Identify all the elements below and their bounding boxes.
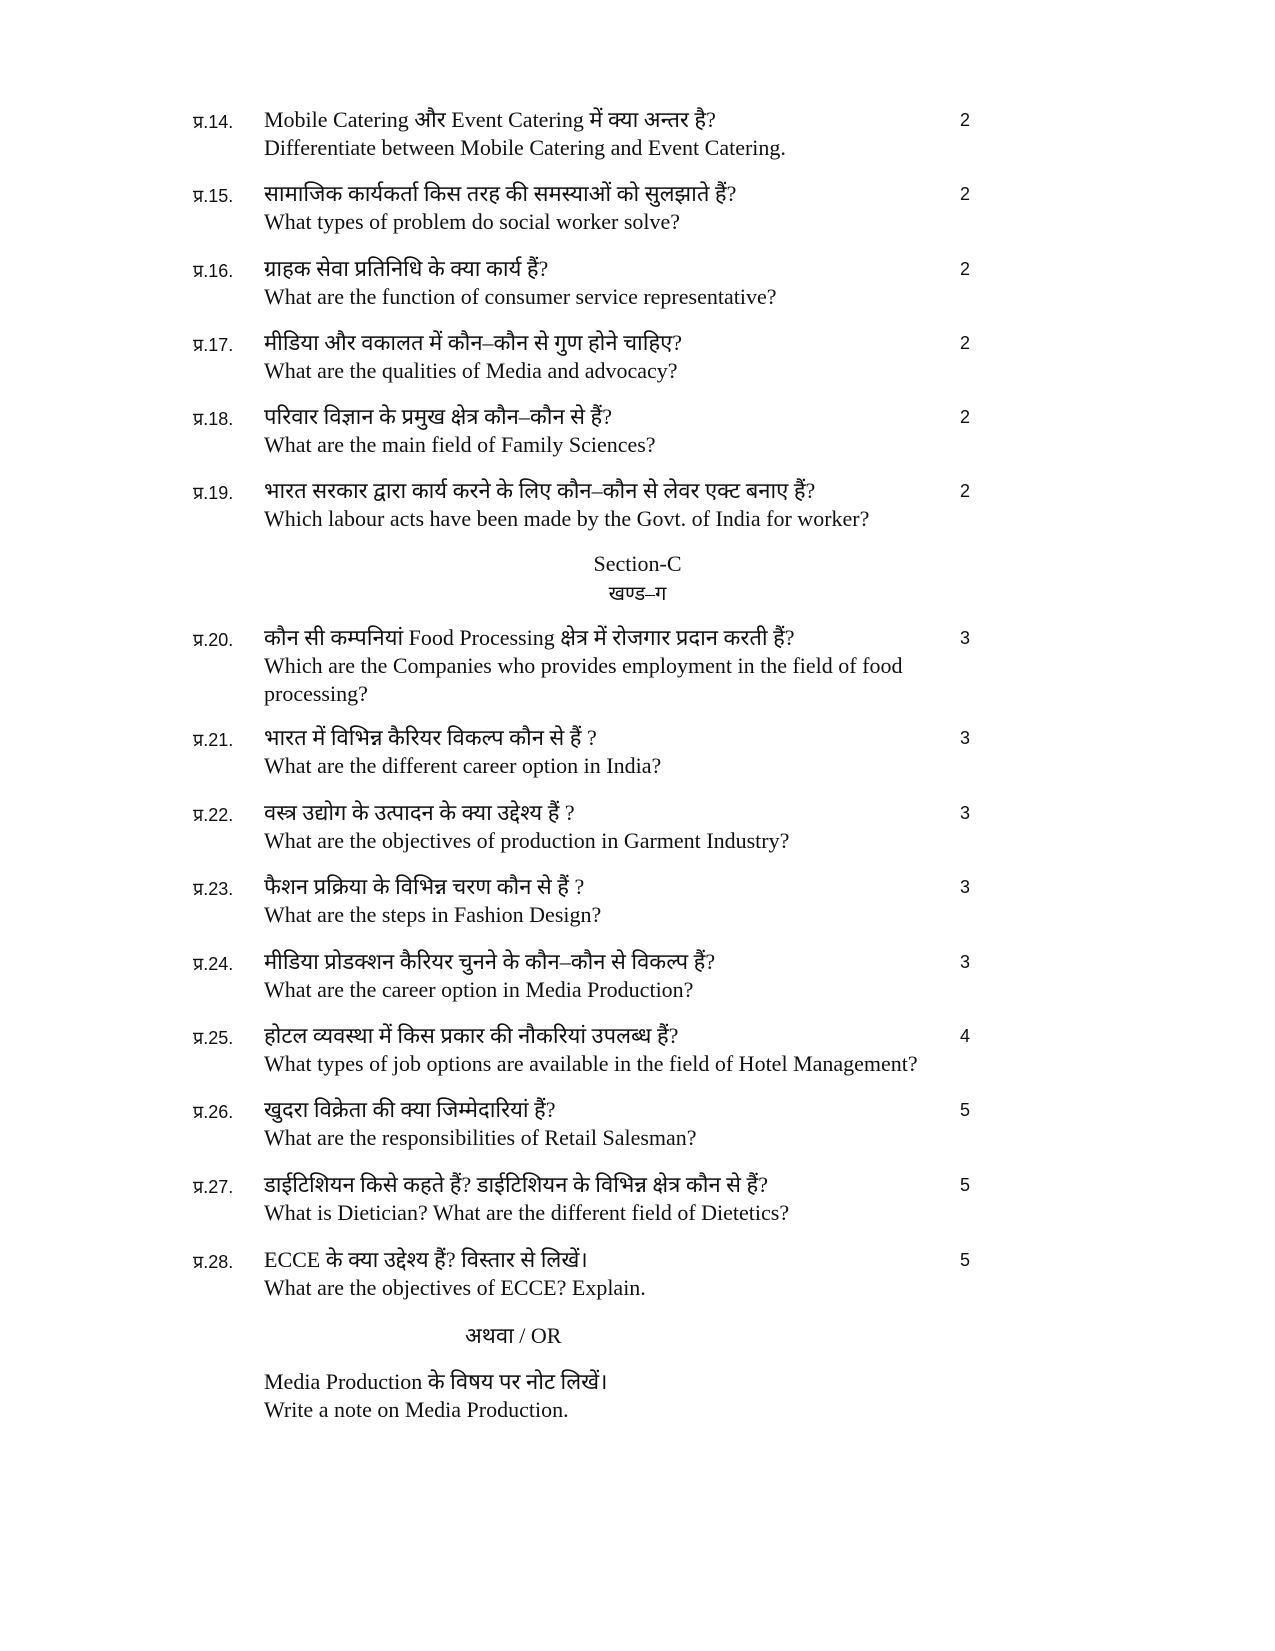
question-text	[264, 1022, 964, 1078]
question-number: प्र.18.	[193, 409, 234, 429]
alternative-english: Write a note on Media Production.	[264, 1397, 569, 1422]
question-english: What are the qualities of Media and advocacy?	[264, 358, 678, 383]
question-text	[264, 180, 964, 236]
question-hindi: ग्राहक सेवा प्रतिनिधि के क्या कार्य हैं?	[264, 256, 549, 281]
question-hindi: मीडिया और वकालत में कौन–कौन से गुण होने चाहिए?	[264, 330, 683, 355]
question-english: Which are the Companies who provides employment in the field of food processing?	[264, 653, 903, 706]
question-text	[264, 799, 964, 855]
question-number: प्र.16.	[193, 261, 234, 281]
question-number: प्र.15.	[193, 186, 234, 206]
question-number: प्र.22.	[193, 805, 234, 825]
alternative-question	[264, 1368, 964, 1424]
section-title-hindi: खण्ड–ग	[608, 583, 667, 605]
question-marks: 3	[960, 803, 971, 823]
question-hindi: मीडिया प्रोडक्शन कैरियर चुनने के कौन–कौन से विकल्प हैं?	[264, 949, 716, 974]
question-english: What types of job options are available in the field of Hotel Management?	[264, 1051, 918, 1076]
question-text	[264, 1171, 964, 1227]
question-hindi: फैशन प्रक्रिया के विभिन्न चरण कौन से हैं ?	[264, 874, 585, 899]
question-text	[264, 1246, 964, 1302]
question-hindi: कौन सी कम्पनियां Food Processing क्षेत्र में रोजगार प्रदान करती हैं?	[264, 625, 795, 650]
question-text	[264, 255, 964, 311]
question-marks: 2	[960, 481, 971, 501]
question-english: What are the career option in Media Production?	[264, 977, 694, 1002]
question-marks: 2	[960, 110, 971, 130]
question-text	[264, 724, 964, 780]
question-hindi: Mobile Catering और Event Catering में क्या अन्तर है?	[264, 107, 716, 132]
question-text	[264, 1096, 964, 1152]
question-english: Differentiate between Mobile Catering and Event Catering.	[264, 135, 786, 160]
question-number: प्र.28.	[193, 1252, 234, 1272]
question-hindi: डाईटिशियन किसे कहते हैं? डाईटिशियन के विभिन्न क्षेत्र कौन से हैं?	[264, 1172, 768, 1197]
section-title: Section-C	[593, 551, 682, 576]
question-number: प्र.25.	[193, 1028, 234, 1048]
question-marks: 2	[960, 259, 971, 279]
question-english: Which labour acts have been made by the Govt. of India for worker?	[264, 506, 870, 531]
question-number: प्र.17.	[193, 335, 234, 355]
question-hindi: सामाजिक कार्यकर्ता किस तरह की समस्याओं को सुलझाते हैं?	[264, 181, 737, 206]
question-english: What are the objectives of production in Garment Industry?	[264, 828, 790, 853]
question-marks: 2	[960, 333, 971, 353]
question-number: प्र.27.	[193, 1177, 234, 1197]
question-number: प्र.24.	[193, 954, 234, 974]
question-english: What is Dietician? What are the different field of Dietetics?	[264, 1200, 790, 1225]
question-text	[264, 624, 954, 708]
question-number: प्र.19.	[193, 483, 234, 503]
question-number: प्र.26.	[193, 1102, 234, 1122]
alternative-hindi: Media Production के विषय पर नोट लिखें।	[264, 1369, 608, 1394]
question-text	[264, 948, 964, 1004]
or-label: अथवा / OR	[465, 1323, 562, 1348]
question-marks: 2	[960, 184, 971, 204]
question-marks: 3	[960, 877, 971, 897]
question-marks: 5	[960, 1175, 971, 1195]
question-hindi: होटल व्यवस्था में किस प्रकार की नौकरियां उपलब्ध हैं?	[264, 1023, 679, 1048]
question-english: What are the different career option in India?	[264, 753, 662, 778]
question-hindi: परिवार विज्ञान के प्रमुख क्षेत्र कौन–कौन से हैं?	[264, 404, 612, 429]
question-english: What are the function of consumer service representative?	[264, 284, 777, 309]
question-marks: 3	[960, 952, 971, 972]
question-english: What are the steps in Fashion Design?	[264, 902, 602, 927]
question-text	[264, 106, 964, 162]
question-english: What are the responsibilities of Retail Salesman?	[264, 1125, 697, 1150]
question-number: प्र.23.	[193, 879, 234, 899]
question-hindi: ECCE के क्या उद्देश्य हैं? विस्तार से लिखें।	[264, 1247, 588, 1272]
question-hindi: खुदरा विक्रेता की क्या जिम्मेदारियां हैं?	[264, 1097, 556, 1122]
question-hindi: भारत सरकार द्वारा कार्य करने के लिए कौन–कौन से लेवर एक्ट बनाए हैं?	[264, 478, 816, 503]
question-english: What are the main field of Family Sciences?	[264, 432, 656, 457]
question-text	[264, 873, 964, 929]
question-hindi: वस्त्र उद्योग के उत्पादन के क्या उद्देश्य हैं ?	[264, 800, 575, 825]
question-marks: 3	[960, 628, 971, 648]
question-text	[264, 329, 964, 385]
question-hindi: भारत में विभिन्न कैरियर विकल्प कौन से हैं ?	[264, 725, 597, 750]
question-marks: 4	[960, 1026, 971, 1046]
question-number: प्र.20.	[193, 630, 234, 650]
question-marks: 3	[960, 728, 971, 748]
question-marks: 5	[960, 1100, 971, 1120]
question-number: प्र.14.	[193, 112, 234, 132]
question-marks: 5	[960, 1250, 971, 1270]
question-number: प्र.21.	[193, 730, 234, 750]
question-marks: 2	[960, 407, 971, 427]
question-text	[264, 403, 964, 459]
question-english: What are the objectives of ECCE? Explain.	[264, 1275, 646, 1300]
question-english: What types of problem do social worker solve?	[264, 209, 681, 234]
question-text	[264, 477, 964, 533]
